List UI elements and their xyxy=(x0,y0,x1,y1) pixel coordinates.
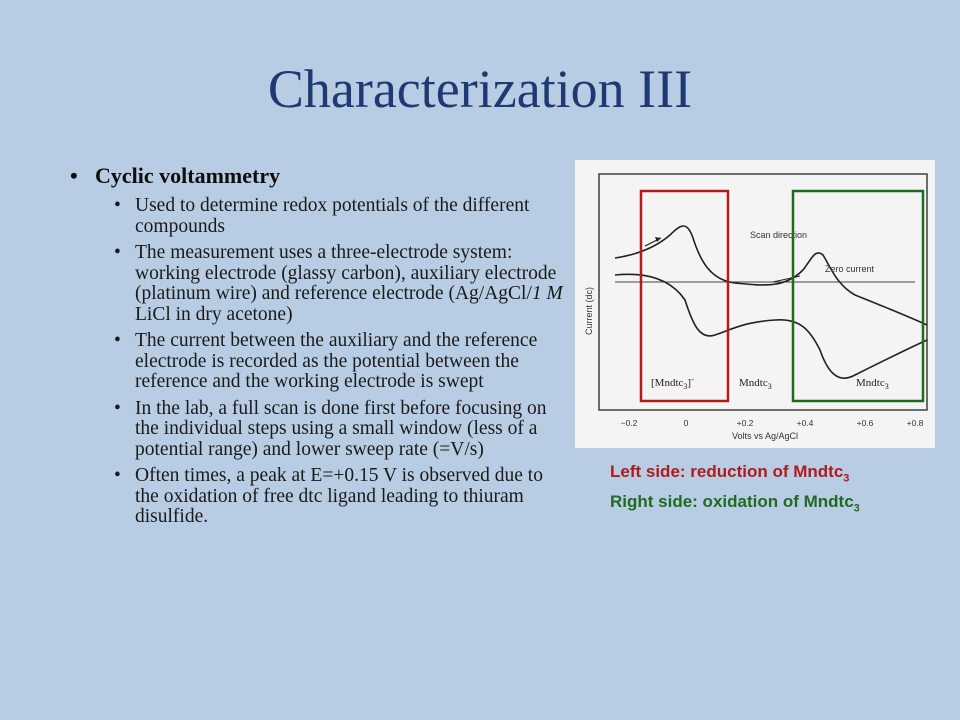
label-anion: [Mndtc$_3$]- xyxy=(651,375,694,391)
reduction-box xyxy=(641,191,728,401)
caption-oxidation: Right side: oxidation of Mndtc$_3$ xyxy=(610,492,860,515)
figure-caption xyxy=(610,460,860,521)
x-tick-label: −0.2 xyxy=(620,418,638,428)
sub-bullet-list xyxy=(114,196,570,528)
x-tick-label: +0.6 xyxy=(856,418,874,428)
y-axis-label: Current (dc) xyxy=(584,286,594,335)
x-tick-label: +0.4 xyxy=(796,418,814,428)
plot-frame xyxy=(599,174,927,410)
sub-bullet-3: • The current between the auxiliary and the reference electrode is recorded as the potential between the reference and the working electrode is swept xyxy=(114,331,570,393)
caption-reduction: Left side: reduction of Mndtc$_3$ xyxy=(610,462,850,485)
voltammogram-curve-upper xyxy=(615,226,927,325)
x-tick-labels xyxy=(621,418,924,428)
voltammogram-svg xyxy=(575,160,935,448)
sub-bullet-2-pre: The measurement uses a three-electrode system: working electrode (glassy carbon), auxiliary electrode (platinum wire) and reference electrode (Ag/AgCl/ xyxy=(135,242,557,304)
slide-title: Characterization III xyxy=(267,59,693,119)
zero-current-label: Zero current xyxy=(825,264,875,274)
main-bullet: • Cyclic voltammetry xyxy=(70,160,570,192)
sub-bullet-2-post: LiCl in dry acetone) xyxy=(135,303,293,325)
label-neutral-mid: Mndtc$_3$ xyxy=(739,377,772,391)
sub-bullet-4: • In the lab, a full scan is done first before focusing on the individual steps using a small window (less of a potential range) and lower sweep rate (=V/s) xyxy=(114,399,570,461)
scan-direction-label: Scan direction xyxy=(750,230,808,240)
content-area xyxy=(70,160,570,534)
x-tick-label: 0 xyxy=(683,418,689,428)
x-tick-label: +0.2 xyxy=(736,418,754,428)
sub-bullet-1: • Used to determine redox potentials of the different compounds xyxy=(114,196,570,237)
x-axis-label: Volts vs Ag/AgCl xyxy=(731,431,799,441)
sub-bullet-5: • Often times, a peak at E=+0.15 V is observed due to the oxidation of free dtc ligand leading to thiuram disulfide. xyxy=(114,466,570,528)
sub-bullet-2-italic: 1 M xyxy=(531,283,563,304)
voltammogram-figure xyxy=(575,160,935,448)
sub-bullet-2 xyxy=(114,243,570,325)
voltammogram-curve-lower xyxy=(615,274,927,378)
scan-direction-arrowhead xyxy=(655,237,661,242)
label-neutral-right: Mndtc$_3$ xyxy=(856,377,889,391)
x-tick-label: +0.8 xyxy=(906,418,924,428)
